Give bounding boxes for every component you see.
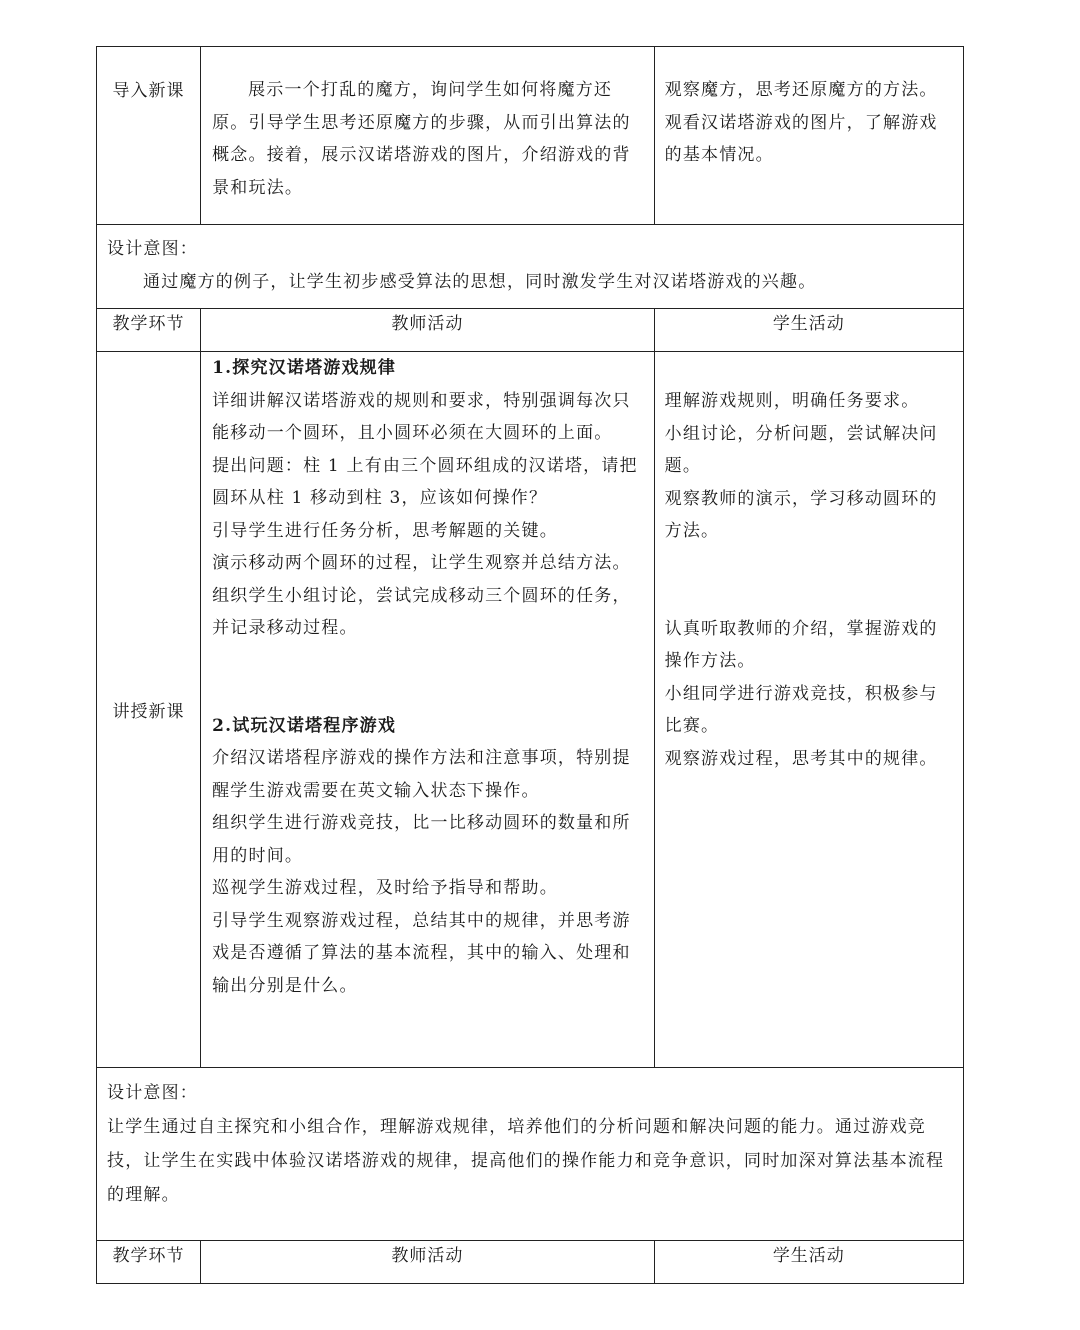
design-intent-label-1: 设计意图： (107, 239, 198, 259)
intro-stage-label: 导入新课 (112, 81, 185, 101)
design-intent-label-2: 设计意图： (107, 1083, 198, 1103)
section1-item: 提出问题：柱 1 上有由三个圆环组成的汉诺塔，请把圆环从柱 1 移动到柱 3，应该如何操作？ (212, 455, 638, 508)
section2-item: 介绍汉诺塔程序游戏的操作方法和注意事项，特别提醒学生游戏需要在英文输入状态下操作。 (212, 748, 631, 801)
header-stage-1: 教学环节 (97, 309, 201, 352)
lesson-plan-table (96, 46, 964, 1284)
header-student-2: 学生活动 (654, 1241, 963, 1284)
header-row-1 (97, 309, 964, 352)
section1-item: 组织学生小组讨论，尝试完成移动三个圆环的任务，并记录移动过程。 (212, 585, 631, 638)
student-item: 小组讨论，分析问题，尝试解决问题。 (664, 423, 938, 476)
design-intent-text-1: 通过魔方的例子，让学生初步感受算法的思想，同时激发学生对汉诺塔游戏的兴趣。 (143, 271, 817, 292)
lecture-student-cell (654, 352, 963, 1068)
student-item: 理解游戏规则，明确任务要求。 (664, 391, 920, 411)
header-teacher-2: 教师活动 (201, 1241, 655, 1284)
section2-item: 组织学生进行游戏竞技，比一比移动圆环的数量和所用的时间。 (212, 813, 631, 866)
intro-student-line-1: 观察魔方，思考还原魔方的方法。 (664, 80, 938, 100)
intro-teacher-text: 展示一个打乱的魔方，询问学生如何将魔方还原。引导学生思考还原魔方的步骤，从而引出算法的概念。接着，展示汉诺塔游戏的图片，介绍游戏的背景和玩法。 (212, 80, 631, 198)
intro-student-line-2: 观看汉诺塔游戏的图片，了解游戏的基本情况。 (664, 112, 938, 165)
section2-title: 2.试玩汉诺塔程序游戏 (212, 715, 397, 736)
student-item: 小组同学进行游戏竞技，积极参与比赛。 (664, 683, 938, 736)
intro-stage-cell (97, 47, 201, 225)
section2-item: 引导学生观察游戏过程，总结其中的规律，并思考游戏是否遵循了算法的基本流程，其中的输入、处理和输出分别是什么。 (212, 910, 631, 996)
design-intent-cell-2 (97, 1068, 964, 1241)
header-teacher-1: 教师活动 (201, 309, 655, 352)
student-item: 观察游戏过程，思考其中的规律。 (664, 748, 938, 769)
intro-row (97, 47, 964, 225)
student-item: 观察教师的演示，学习移动圆环的方法。 (664, 488, 938, 541)
student-item: 认真听取教师的介绍，掌握游戏的操作方法。 (664, 618, 938, 671)
design-intent-text-2: 让学生通过自主探究和小组合作，理解游戏规律，培养他们的分析问题和解决问题的能力。通过游戏竞技，让学生在实践中体验汉诺塔游戏的规律，提高他们的操作能力和竞争意识，同时加深对算法基本流程的理解。 (107, 1117, 945, 1205)
header-row-2 (97, 1241, 964, 1284)
intro-student-cell (654, 47, 963, 225)
design-intent-row-2 (97, 1068, 964, 1241)
design-intent-cell-1 (97, 225, 964, 309)
design-intent-row-1 (97, 225, 964, 309)
header-stage-2: 教学环节 (97, 1241, 201, 1284)
lecture-teacher-cell (201, 352, 655, 1068)
section1-item: 详细讲解汉诺塔游戏的规则和要求，特别强调每次只能移动一个圆环，且小圆环必须在大圆环的上面。 (212, 390, 631, 443)
lecture-row (97, 352, 964, 1068)
header-student-1: 学生活动 (654, 309, 963, 352)
section1-title: 1.探究汉诺塔游戏规律 (212, 358, 397, 378)
intro-teacher-cell (201, 47, 655, 225)
lecture-stage-label: 讲授新课 (112, 702, 185, 722)
section1-item: 演示移动两个圆环的过程，让学生观察并总结方法。 (212, 553, 631, 573)
section2-item: 巡视学生游戏过程，及时给予指导和帮助。 (212, 878, 558, 898)
section1-item: 引导学生进行任务分析，思考解题的关键。 (212, 520, 558, 541)
lecture-stage-cell (97, 352, 201, 1068)
